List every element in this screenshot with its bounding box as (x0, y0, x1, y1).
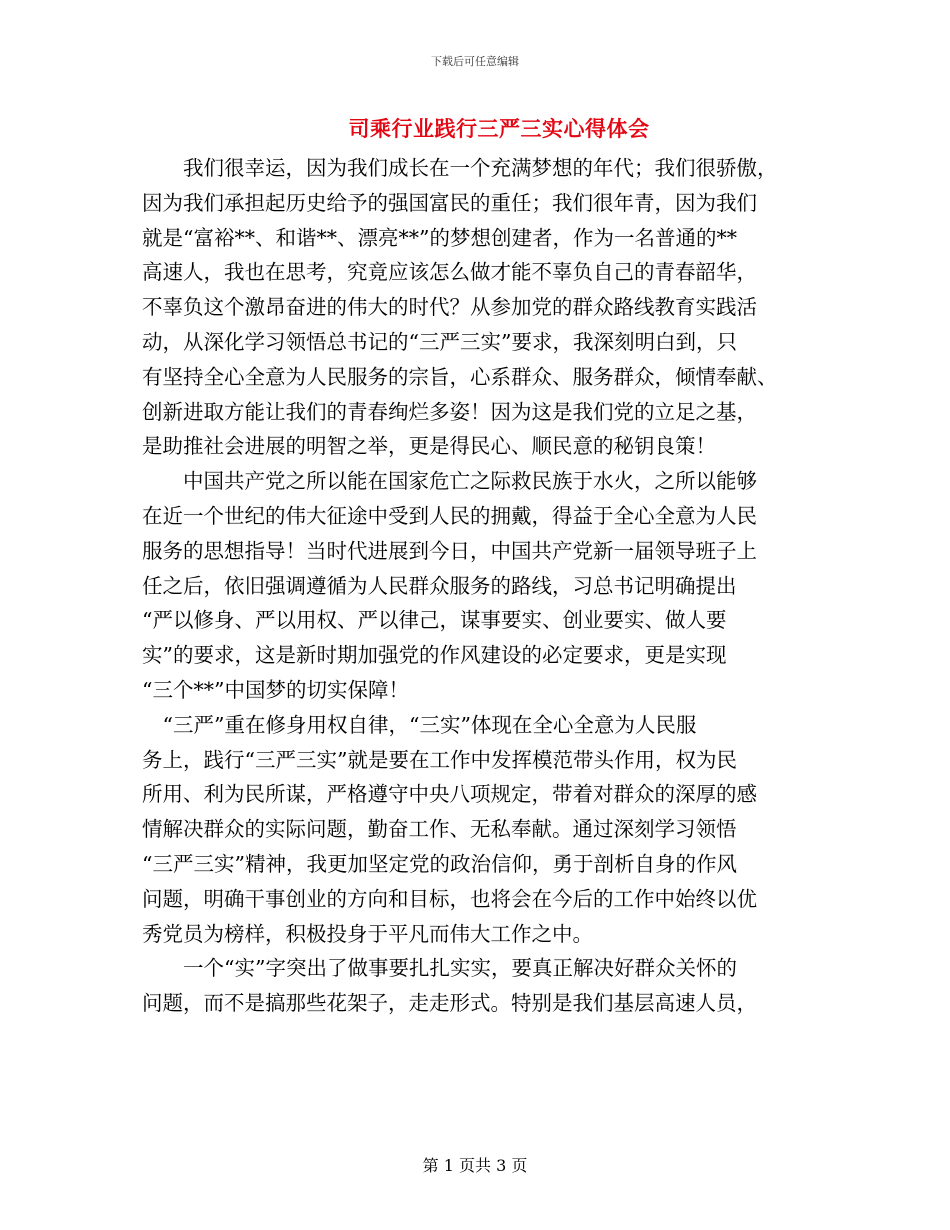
text-line: 不辜负这个激昂奋进的伟大的时代？从参加党的群众路线教育实践活 (142, 295, 757, 320)
paragraph-2 (142, 464, 822, 708)
text-line: “三个**”中国梦的切实保障！ (142, 677, 409, 702)
page-number-footer: 第 1 页共 3 页 (422, 1156, 528, 1175)
text-line: “三严三实”精神，我更加坚定党的政治信仰，勇于剖析自身的作风 (142, 851, 737, 876)
text-line: 有坚持全心全意为人民服务的宗旨，心系群众、服务群众，倾情奉献、 (142, 364, 778, 389)
text-line: 动，从深化学习领悟总书记的“三严三实”要求，我深刻明白到，只 (142, 329, 737, 354)
text-line: 任之后，依旧强调遵循为人民群众服务的路线，习总书记明确提出 (142, 573, 737, 598)
text-line: 在近一个世纪的伟大征途中受到人民的拥戴，得益于全心全意为人民 (142, 503, 757, 528)
document-body (142, 151, 822, 1021)
paragraph-3 (142, 708, 822, 952)
paragraph-1 (142, 151, 822, 464)
text-line: 问题，明确干事创业的方向和目标，也将会在今后的工作中始终以优 (142, 886, 757, 911)
text-line: 就是“富裕**、和谐**、漂亮**”的梦想创建者，作为一名普通的** (142, 225, 737, 250)
text-line: 服务的思想指导！当时代进展到今日，中国共产党新一届领导班子上 (142, 538, 757, 563)
text-line: 一个“实”字突出了做事要扎扎实实，要真正解决好群众关怀的 (142, 956, 737, 981)
page-header: 下载后可任意编辑 (431, 55, 519, 68)
paragraph-4 (142, 951, 822, 1021)
text-line: 所用、利为民所谋，严格遵守中央八项规定，带着对群众的深厚的感 (142, 782, 757, 807)
text-line: 创新进取方能让我们的青春绚烂多姿！因为这是我们党的立足之基， (142, 399, 757, 424)
text-line: 秀党员为榜样，积极投身于平凡而伟大工作之中。 (142, 921, 593, 946)
text-line: 务上，践行“三严三实”就是要在工作中发挥模范带头作用，权为民 (142, 747, 737, 772)
text-line: 我们很幸运，因为我们成长在一个充满梦想的年代；我们很骄傲， (142, 156, 778, 180)
document-title: 司乘行业践行三严三实心得体会 (348, 116, 650, 141)
text-line: 高速人，我也在思考，究竟应该怎么做才能不辜负自己的青春韶华， (142, 260, 757, 285)
text-line: 实”的要求，这是新时期加强党的作风建设的必定要求，更是实现 (142, 643, 727, 668)
text-line: “三严”重在修身用权自律，“三实”体现在全心全意为人民服 (142, 712, 697, 737)
text-line: 因为我们承担起历史给予的强国富民的重任；我们很年青，因为我们 (142, 190, 757, 215)
text-line: 问题，而不是搞那些花架子，走走形式。特别是我们基层高速人员， (142, 991, 757, 1016)
text-line: 情解决群众的实际问题，勤奋工作、无私奉献。通过深刻学习领悟 (142, 817, 737, 842)
text-line: 中国共产党之所以能在国家危亡之际救民族于水火，之所以能够 (142, 469, 757, 494)
text-line: “严以修身、严以用权、严以律己，谋事要实、创业要实、做人要 (142, 608, 727, 633)
text-line: 是助推社会进展的明智之举，更是得民心、顺民意的秘钥良策！ (142, 434, 716, 459)
